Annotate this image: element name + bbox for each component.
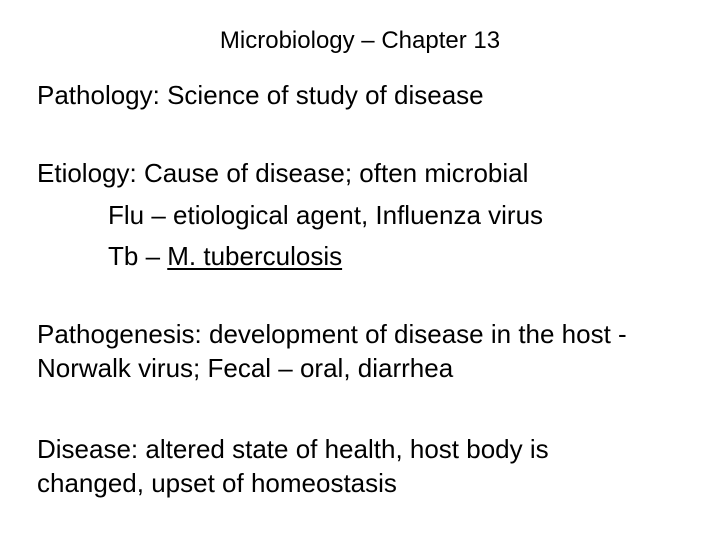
pathogenesis-definition-line2: Norwalk virus; Fecal – oral, diarrhea bbox=[37, 353, 454, 383]
disease-definition-line2: changed, upset of homeostasis bbox=[37, 468, 397, 498]
pathology-definition: Pathology: Science of study of disease bbox=[37, 80, 484, 110]
etiology-example-flu: Flu – etiological agent, Influenza virus bbox=[108, 200, 544, 230]
slide-title: Microbiology – Chapter 13 bbox=[219, 27, 501, 54]
tb-prefix: Tb – bbox=[108, 241, 168, 271]
disease-definition-line1: Disease: altered state of health, host body is bbox=[37, 434, 549, 464]
etiology-definition: Etiology: Cause of disease; often microbial bbox=[37, 158, 529, 188]
pathogenesis-definition-line1: Pathogenesis: development of disease in the host - bbox=[37, 319, 627, 349]
tb-organism: M. tuberculosis bbox=[167, 241, 343, 271]
etiology-example-tb bbox=[108, 240, 342, 272]
